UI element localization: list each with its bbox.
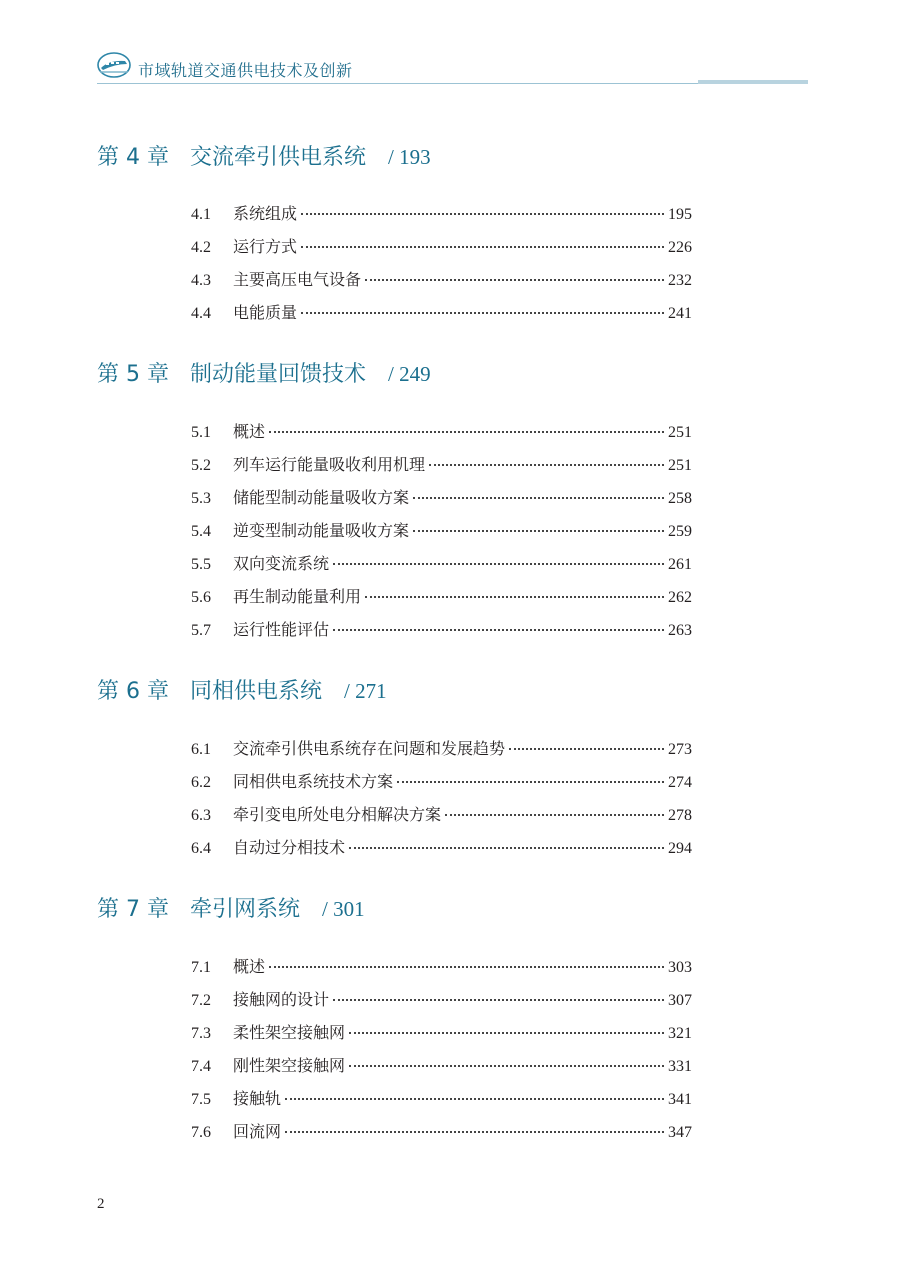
section-title: 储能型制动能量吸收方案 [233, 488, 410, 507]
section-page: 321 [668, 1025, 692, 1042]
section-page: 259 [668, 523, 692, 540]
dot-leader [269, 966, 664, 968]
section-title: 运行方式 [233, 237, 298, 256]
section-title: 系统组成 [233, 204, 298, 223]
book-title: 市域轨道交通供电技术及创新 [138, 61, 353, 80]
section-page: 251 [668, 457, 692, 474]
section-page: 278 [668, 807, 692, 824]
section-number: 5.5 [191, 556, 211, 573]
section-page: 294 [668, 840, 692, 857]
dot-leader [365, 279, 664, 281]
toc-entry[interactable] [191, 267, 692, 291]
section-number: 4.2 [191, 239, 211, 256]
section-title: 回流网 [233, 1122, 282, 1141]
dot-leader [285, 1098, 664, 1100]
section-title: 概述 [233, 957, 266, 976]
chapter-number: 第 4 章 [97, 145, 169, 170]
chapter-page: / 301 [322, 897, 365, 921]
toc-entry[interactable] [191, 234, 692, 258]
toc-entry[interactable] [191, 201, 692, 225]
dot-leader [413, 530, 664, 532]
toc-entry[interactable] [191, 617, 692, 641]
toc-entry[interactable] [191, 987, 692, 1011]
toc-entry[interactable] [191, 551, 692, 575]
chapter-page: / 271 [344, 679, 387, 703]
section-page: 303 [668, 959, 692, 976]
toc-entry[interactable] [191, 419, 692, 443]
section-page: 262 [668, 589, 692, 606]
dot-leader [333, 999, 664, 1001]
chapter-page: / 193 [388, 145, 431, 169]
dot-leader [301, 312, 664, 314]
dot-leader [301, 246, 664, 248]
dot-leader [397, 781, 664, 783]
toc-entry[interactable] [191, 584, 692, 608]
dot-leader [285, 1131, 664, 1133]
toc-entry[interactable] [191, 835, 692, 859]
section-title: 刚性架空接触网 [233, 1056, 346, 1075]
toc-entry[interactable] [191, 1053, 692, 1077]
section-page: 251 [668, 424, 692, 441]
chapter-title: 交流牵引供电系统 [190, 145, 367, 170]
section-title: 电能质量 [233, 303, 298, 322]
chapter-number: 第 5 章 [97, 362, 169, 387]
chapter-heading[interactable] [97, 892, 365, 924]
section-title: 接触轨 [233, 1089, 282, 1108]
toc-entry[interactable] [191, 485, 692, 509]
section-number: 5.7 [191, 622, 211, 639]
section-page: 258 [668, 490, 692, 507]
chapter-title: 牵引网系统 [190, 897, 301, 922]
dot-leader [429, 464, 664, 466]
section-number: 5.2 [191, 457, 211, 474]
page-number: 2 [97, 1196, 105, 1212]
section-title: 柔性架空接触网 [233, 1023, 346, 1042]
toc-entry[interactable] [191, 518, 692, 542]
chapter-title: 制动能量回馈技术 [190, 362, 367, 387]
dot-leader [333, 629, 664, 631]
dot-leader [509, 748, 664, 750]
section-number: 7.6 [191, 1124, 211, 1141]
toc-entry[interactable] [191, 769, 692, 793]
dot-leader [413, 497, 664, 499]
section-title: 再生制动能量利用 [233, 587, 362, 606]
section-page: 263 [668, 622, 692, 639]
section-title: 列车运行能量吸收利用机理 [233, 455, 426, 474]
section-title: 运行性能评估 [233, 620, 330, 639]
section-page: 226 [668, 239, 692, 256]
header-accent-bar [698, 80, 808, 84]
section-title: 双向变流系统 [233, 554, 330, 573]
dot-leader [349, 1032, 664, 1034]
train-logo-icon [97, 52, 131, 78]
section-title: 概述 [233, 422, 266, 441]
section-number: 7.3 [191, 1025, 211, 1042]
chapter-heading[interactable] [97, 674, 387, 706]
section-page: 274 [668, 774, 692, 791]
section-number: 7.4 [191, 1058, 211, 1075]
toc-entry[interactable] [191, 452, 692, 476]
toc-entry[interactable] [191, 1119, 692, 1143]
section-title: 交流牵引供电系统存在问题和发展趋势 [233, 739, 506, 758]
section-title: 牵引变电所处电分相解决方案 [233, 805, 442, 824]
dot-leader [365, 596, 664, 598]
toc-entry[interactable] [191, 300, 692, 324]
section-title: 同相供电系统技术方案 [233, 772, 394, 791]
section-page: 273 [668, 741, 692, 758]
dot-leader [445, 814, 664, 816]
section-title: 接触网的设计 [233, 990, 330, 1009]
section-number: 4.3 [191, 272, 211, 289]
toc-entry[interactable] [191, 954, 692, 978]
chapter-number: 第 7 章 [97, 897, 169, 922]
section-number: 5.3 [191, 490, 211, 507]
section-number: 5.4 [191, 523, 211, 540]
section-number: 4.4 [191, 305, 211, 322]
section-number: 7.5 [191, 1091, 211, 1108]
chapter-page: / 249 [388, 362, 431, 386]
chapter-heading[interactable] [97, 357, 431, 389]
chapter-number: 第 6 章 [97, 679, 169, 704]
section-title: 逆变型制动能量吸收方案 [233, 521, 410, 540]
section-page: 331 [668, 1058, 692, 1075]
section-page: 307 [668, 992, 692, 1009]
section-page: 261 [668, 556, 692, 573]
section-page: 232 [668, 272, 692, 289]
toc-entry[interactable] [191, 1020, 692, 1044]
section-number: 5.1 [191, 424, 211, 441]
chapter-title: 同相供电系统 [190, 679, 323, 704]
section-page: 341 [668, 1091, 692, 1108]
dot-leader [301, 213, 664, 215]
section-number: 7.2 [191, 992, 211, 1009]
toc-entry[interactable] [191, 1086, 692, 1110]
chapter-heading[interactable] [97, 140, 431, 172]
section-page: 195 [668, 206, 692, 223]
toc-entry[interactable] [191, 736, 692, 760]
section-number: 4.1 [191, 206, 211, 223]
dot-leader [333, 563, 664, 565]
section-page: 241 [668, 305, 692, 322]
section-number: 6.1 [191, 741, 211, 758]
section-title: 主要高压电气设备 [233, 270, 362, 289]
running-header [0, 0, 900, 100]
section-number: 6.2 [191, 774, 211, 791]
dot-leader [349, 847, 664, 849]
section-page: 347 [668, 1124, 692, 1141]
dot-leader [349, 1065, 664, 1067]
section-number: 5.6 [191, 589, 211, 606]
section-number: 7.1 [191, 959, 211, 976]
toc-entry[interactable] [191, 802, 692, 826]
section-number: 6.3 [191, 807, 211, 824]
section-number: 6.4 [191, 840, 211, 857]
section-title: 自动过分相技术 [233, 838, 346, 857]
dot-leader [269, 431, 664, 433]
